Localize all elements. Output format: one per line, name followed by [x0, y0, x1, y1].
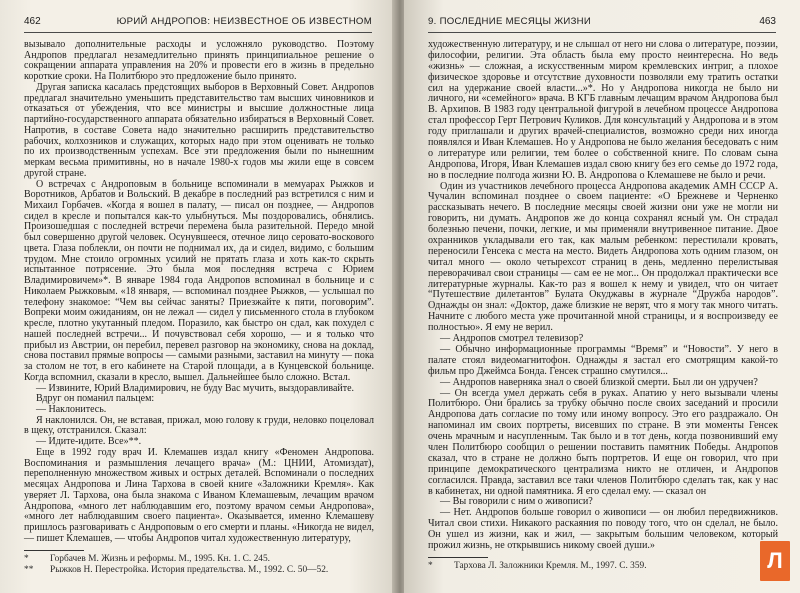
- paragraph: Другая записка касалась предстоящих выборов в Верховный Совет. Андропов предлагал значительно уменьшить представительство там высших чиновников и отказаться от убеждения, что все министры и высшие должностные лица партийно-государственного аппарата обязательно избираться в Верховный Совет. Напротив, в составе Совета надо значительно расширить представительство рабочих, колхозников и служащих, которых надо при этом оценивать не только по их производственным успехам. Все эти предложения были по нынешним меркам весьма примитивны, но в начале 1980-х годов мы жили еще в совсем другой стране.: [24, 81, 374, 179]
- paragraph: — Обычно информационные программы “Время” и “Новости”. У него в палате стоял видеомагнитофон. Однажды я застал его смотрящим какой-то фильм про Джеймса Бонда. Генсек страшно смутился...: [428, 343, 778, 377]
- paragraph: Вдруг он поманил пальцем:: [36, 393, 155, 405]
- paragraph: — Он всегда умел держать себя в руках. Апатию у него вызывали члены Политбюро. Они брались за трубку обычно после своих заседаний и просили Андропова дать согласие по тому или иному вопросу. Это его раздражало. Он напоминал им своих портреты, висевших по стране. В эти моменты Генсек очень мрачным и насупленным. Так было и в тот день, когда позвонивший ему член Политбюро сообщил о решении поставить памятник Победы. Андропов сказал, что в стране не должно быть портретов. И еще он говорил, что при принципе демократического централизма никто не отличен, и Андропов согласился. Правда, заставил все таки членов Политбюро сделать так, как у нас в кабинетах, ни одной памятника. Я его сделал ему. — сказал он: [428, 387, 778, 497]
- footnote-text: Горбачев М. Жизнь и реформы. М., 1995. Кн. 1. С. 245.: [50, 553, 270, 564]
- page-number: 463: [759, 16, 776, 27]
- running-head: 9. ПОСЛЕДНИЕ МЕСЯЦЫ ЖИЗНИ: [428, 16, 592, 27]
- left-page: [0, 0, 396, 593]
- paragraph: художественную литературу, и не слышал от него ни слова о литературе, поэзии, философии, религии. Эта область была ему просто неинтересна. Но ведь «жизнь» — сложная, а искусственным миром кремлевских интриг, а плохое физическое здоровье и отсутствие духовности позволяли ему тратить остатки сил на удержание своей власти...»*. Но у Андропова никогда не было ни личного, ни «семейного» врача. В КГБ главным лечащим врачом Андропова был В. Архипов. В 1983 году центральной фигурой в лечебном процессе Андропова стал профессор Герт Петрович Куликов. Для консультаций у Андропова и в этом году приглашали и других врачей-специалистов, возможно среди них иногда появлялся и Иван Клемашев. Но у Андропова не было желания беседовать с ним о литературе или религии, тем более о собственной книге. По словам сына Андропова, Игоря, Иван Клемашев издал свою книгу без его семье до 1972 года, но в последние полгода жизни Ю. В. Андропова о Клемашеве не было и речи.: [428, 39, 778, 181]
- footnote: [24, 565, 374, 576]
- footnote-marker: *: [428, 560, 433, 571]
- paragraph: — Идите-идите. Все»**.: [36, 436, 142, 448]
- footnote-rule: [428, 557, 488, 558]
- paragraph: — Нет. Андропов больше говорил о живописи — он любил передвижников. Читал свои стихи. Никакого раскаяния по поводу того, что он сделал, не было. Он ушел из жизни, как и жил, — закрытым большим человеком, который прожил жизнь, не открывшись никому своей души.»: [428, 507, 778, 551]
- page-number: 462: [24, 16, 41, 27]
- footnote: [24, 554, 374, 565]
- left-page-header: [24, 14, 372, 33]
- footnote-marker: **: [24, 564, 34, 575]
- footnote: [428, 561, 778, 572]
- litres-glyph: Л: [767, 548, 783, 573]
- paragraph: О встречах с Андроповым в больнице вспоминали в мемуарах Рыжков и Воротников, Арбатов и Вольский. В декабре в последний раз встретился с ним и Михаил Горбачев. «Когда я вошел в палату, — писал он позднее, — Андропов сидел в кресле и попытался как-то улыбнуться. Мы поздоровались, обнялись. Произошедшая с последней встречи перемена была разительной. Передо мной был совершенно другой человек. Осунувшееся, отечное лицо серовато-воскового цвета. Глаза поблекли, он почти не поднимал их, да и сидел, видимо, с большим трудом. Мне стоило огромных усилий не прятать глаза и хоть как-то скрыть испытанное потрясение. Это была моя последняя встреча с Юрием Владимировичем»*. В январе 1984 года Андропов вспоминал в больнице и с Николаем Рыжковым. «18 января, — вспоминал позднее Рыжков, — услышал по телефону знакомое: “Чем вы сейчас заняты? Приезжайте к пяти, поговорим”. Вопреки моим ожиданиям, он не лежал — сидел у письменного стола в глубоком кресле, плотно укутанный пледом. Поразило, как быстро он сдал, как похудел с нашей последней встречи... И почувствовал себя хорошо, — и я только что прибыл из Австрии, он перебил, перевел разговор на экономику, снова на доклад, снова поставил прямые вопросы — самыми разными, заставил на минуту — пока за столом не тот, в его кабинете на Старой площади, а в Кунцевской больнице. Когда вспомнил, сказали в кресло, вышел. Дальнейшее было сложно. Встал.: [24, 178, 374, 383]
- footnote-rule: [24, 550, 84, 551]
- paragraph: — Извините, Юрий Владимирович, не буду Вас мучить, выздоравливайте.: [36, 382, 355, 394]
- right-page: [404, 0, 800, 593]
- left-page-body: [24, 40, 374, 576]
- footnote-text: Рыжков Н. Перестройка. История предательства. М., 1992. С. 50—52.: [50, 564, 329, 575]
- paragraph: — Андропов наверняка знал о своей близкой смерти. Был ли он удручен?: [440, 376, 758, 388]
- paragraph: Еще в 1992 году врач И. Клемашев издал книгу «Феномен Андропова. Воспоминания и размышления лечащего врача» (М.: ЦНИИ, Атомиздат), переполненную множеством живых и острых деталей. Вспоминали о последних месяцах Андропова и Лина Тархова в своей книге «Заложники Кремля». Как уверяет Л. Тархова, она была знакома с Иваном Клемашевым, лечащим врачом Андропова, «много лет наблюдавшим его, поэтому врачом семьи Андропова», «много лет наблюдавшим своего пациента». Оказывается, именно Клемашеву пришлось разговаривать с Андроповым о его смерти и планы. «Никогда не видел, — пишет Клемашев, — чтобы Андропов читал художественную литературу,: [24, 446, 374, 544]
- right-page-body: [428, 40, 778, 572]
- paragraph: — Вы говорили с ним о живописи?: [440, 496, 593, 508]
- paragraph: Один из участников лечебного процесса Андропова академик АМН СССР А. Чучалин вспоминал позднее о своем пациенте: «О Брежневе и Черненко рассказывать нечего. В последние месяцы своей жизни они уже не могли ни говорить, ни думать. Андропов же до конца сохранял ясный ум. Он страдал болезнью печени, почки, легкие, и мы применяли внутривенное питание. Двое охранников укладывали его так, как малым ребенком: перестилали кровать, переносили Генсека с места на место. Видеть Андропова хоть одним глазом, он читал много — около четырехсот страниц в день, медленно перелистывая переворачивал свои страницы — сам ее не мог... Он продолжал практически все литературные журналы. Как-то раз я вошел к нему и увидел, что он читает “Путешествие дилетантов” Булата Окуджавы в журнале “Дружба народов”. Однажды он знал: «Доктор, даже близкие не верят, что я могу так много читать. Начните с любого места уже прочитанной мной страницы, и я воспроизведу ее полностью». Я ему не верил.: [428, 180, 778, 334]
- running-head: ЮРИЙ АНДРОПОВ: НЕИЗВЕСТНОЕ ОБ ИЗВЕСТНОМ: [116, 16, 372, 27]
- paragraph: — Андропов смотрел телевизор?: [440, 333, 584, 345]
- footnote-text: Тархова Л. Заложники Кремля. М., 1997. С. 359.: [454, 560, 647, 571]
- footnote-marker: *: [24, 553, 29, 564]
- litres-logo-icon[interactable]: [760, 541, 790, 581]
- paragraph: — Наклонитесь.: [36, 403, 107, 415]
- paragraph: Я наклонился. Он, не вставая, прижал, мою голову к груди, неловко поцеловал в щеку, отстранился. Сказал:: [24, 414, 374, 437]
- right-page-header: [428, 14, 776, 33]
- paragraph: вызывало дополнительные расходы и усложняло руководство. Поэтому Андропов предлагал незамедлительно принять принципиальное решение о сокращении аппарата управления на 20% и провести его в жизнь в предельно короткие сроки. На Политбюро это предложение было принято.: [24, 39, 374, 83]
